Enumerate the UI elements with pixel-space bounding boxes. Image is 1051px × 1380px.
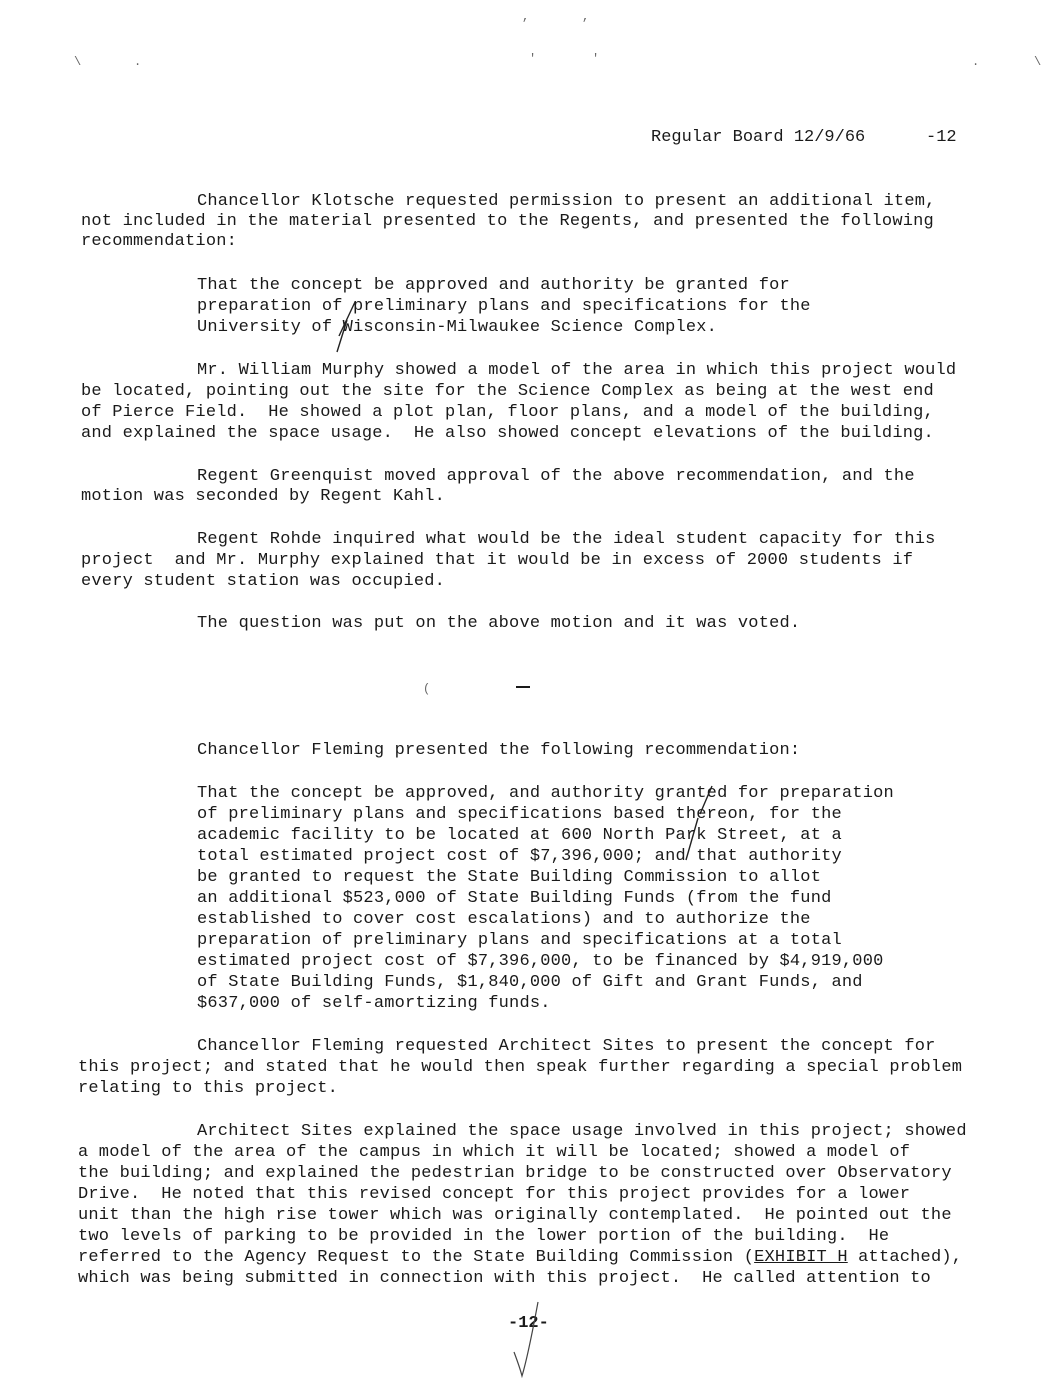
- text-line: [78, 1248, 962, 1268]
- page-header-number: -12: [926, 128, 957, 147]
- text-line: project and Mr. Murphy explained that it would be in excess of 2000 students if: [81, 551, 914, 570]
- scan-speck: \: [74, 55, 82, 69]
- text-line: preparation of preliminary plans and specifications for the: [197, 297, 811, 316]
- text-line: every student station was occupied.: [81, 572, 446, 591]
- text-line: of Pierce Field. He showed a plot plan, floor plans, and a model of the building,: [81, 403, 934, 422]
- text-line: Chancellor Klotsche requested permission to present an additional item,: [197, 192, 936, 211]
- text-line: Mr. William Murphy showed a model of the area in which this project would: [197, 361, 957, 380]
- text-line: not included in the material presented to the Regents, and presented the following: [81, 212, 934, 231]
- text-line: total estimated project cost of $7,396,000; and that authority: [197, 847, 842, 866]
- text-line: which was being submitted in connection with this project. He called attention to: [78, 1269, 931, 1288]
- text-segment: referred to the Agency Request to the State Building Commission (: [78, 1248, 755, 1267]
- handwritten-check-mark: [682, 782, 716, 864]
- text-line: academic facility to be located at 600 North Park Street, at a: [197, 826, 842, 845]
- scan-speck: .: [134, 55, 142, 69]
- text-line: recommendation:: [81, 232, 238, 251]
- text-line: two levels of parking to be provided in the lower portion of the building. He: [78, 1227, 890, 1246]
- text-line: be granted to request the State Building Commission to allot: [197, 868, 822, 887]
- text-line: estimated project cost of $7,396,000, to be financed by $4,919,000: [197, 952, 884, 971]
- fleming-intro-paragraph: Chancellor Fleming presented the following recommendation:: [197, 741, 801, 760]
- text-line: motion was seconded by Regent Kahl.: [81, 487, 446, 506]
- scan-speck: ,: [582, 10, 590, 24]
- scan-speck: (: [423, 682, 431, 696]
- scan-speck: ,: [522, 10, 530, 24]
- text-line: Regent Rohde inquired what would be the ideal student capacity for this: [197, 530, 936, 549]
- text-line: established to cover cost escalations) and to authorize the: [197, 910, 811, 929]
- text-line: of preliminary plans and specifications based thereon, for the: [197, 805, 842, 824]
- text-line: of State Building Funds, $1,840,000 of Gift and Grant Funds, and: [197, 973, 863, 992]
- page-header-title: Regular Board 12/9/66: [651, 128, 866, 147]
- handwritten-check-mark: [508, 1296, 548, 1380]
- section-separator: [516, 686, 530, 688]
- text-line: unit than the high rise tower which was originally contemplated. He pointed out the: [78, 1206, 952, 1225]
- scan-speck: ': [592, 52, 600, 66]
- text-line: University of Wisconsin-Milwaukee Science Complex.: [197, 318, 718, 337]
- text-line: the building; and explained the pedestrian bridge to be constructed over Observatory: [78, 1164, 952, 1183]
- exhibit-reference: EXHIBIT H: [754, 1248, 848, 1267]
- text-line: That the concept be approved and authority be granted for: [197, 276, 790, 295]
- text-line: a model of the area of the campus in which it will be located; showed a model of: [78, 1143, 911, 1162]
- text-segment: attached),: [847, 1248, 963, 1267]
- text-line: Architect Sites explained the space usage involved in this project; showed: [197, 1122, 967, 1141]
- text-line: relating to this project.: [78, 1079, 339, 1098]
- text-line: preparation of preliminary plans and specifications at a total: [197, 931, 842, 950]
- text-line: Drive. He noted that this revised concept for this project provides for a lower: [78, 1185, 911, 1204]
- text-line: Chancellor Fleming requested Architect Sites to present the concept for: [197, 1037, 936, 1056]
- text-line: and explained the space usage. He also showed concept elevations of the building.: [81, 424, 934, 443]
- text-line: this project; and stated that he would then speak further regarding a special problem: [78, 1058, 963, 1077]
- text-line: be located, pointing out the site for the Science Complex as being at the west end: [81, 382, 934, 401]
- text-line: an additional $523,000 of State Building Funds (from the fund: [197, 889, 832, 908]
- scan-speck: ': [529, 52, 537, 66]
- text-line: That the concept be approved, and authority granted for preparation: [197, 784, 894, 803]
- scan-speck: \: [1034, 55, 1042, 69]
- page-footer-number: -12-: [508, 1314, 549, 1333]
- text-line: Regent Greenquist moved approval of the above recommendation, and the: [197, 467, 915, 486]
- handwritten-check-mark: [333, 296, 363, 354]
- text-line: $637,000 of self-amortizing funds.: [197, 994, 551, 1013]
- vote-paragraph: The question was put on the above motion and it was voted.: [197, 614, 801, 633]
- scan-speck: .: [972, 55, 980, 69]
